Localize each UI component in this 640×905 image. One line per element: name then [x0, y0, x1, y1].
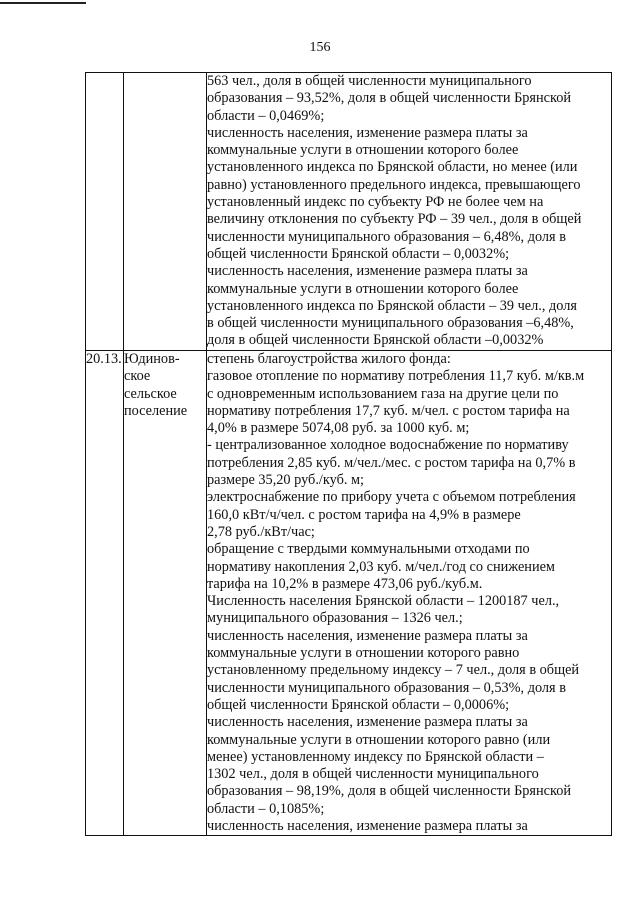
description-cell — [207, 351, 612, 836]
description-text — [207, 73, 611, 350]
text-line: 2,78 руб./кВт/час; — [207, 523, 315, 540]
text-line: численности муниципального образования – 0,53%, доля в — [207, 679, 566, 696]
text-line: численность населения, изменение размера платы за — [207, 818, 528, 835]
text-line: численность населения, изменение размера платы за — [207, 714, 528, 731]
text-line: установленного индекса по Брянской области – 39 чел., доля — [207, 297, 577, 314]
text-line: области – 0,1085%; — [207, 800, 325, 817]
text-line: коммунальные услуги в отношении которого равно (или — [207, 731, 551, 748]
text-line: коммунальные услуги в отношении которого равно — [207, 645, 520, 662]
text-line: менее) установленному индексу по Брянской области – — [207, 748, 544, 765]
text-line: с одновременным использованием газа на другие цели по — [207, 385, 559, 402]
text-line: коммунальные услуги в отношении которого более — [207, 280, 519, 297]
text-line: численность населения, изменение размера платы за — [207, 263, 528, 280]
header-rule — [0, 2, 86, 4]
row-number-cell — [86, 73, 124, 351]
row-number: 20.13. — [86, 351, 122, 367]
text-line: Численность населения Брянской области – 1200187 чел., — [207, 593, 560, 610]
text-line: размере 35,20 руб./куб. м; — [207, 472, 365, 489]
text-line: поселение — [124, 402, 188, 419]
table-row — [86, 73, 612, 351]
settlement-name-cell — [124, 351, 207, 836]
document-table — [85, 72, 612, 836]
text-line: степень благоустройства жилого фонда: — [207, 351, 451, 367]
text-line: тарифа на 10,2% в размере 473,06 руб./куб.м. — [207, 575, 483, 592]
text-line: величину отклонения по субъекту РФ – 39 чел., доля в общей — [207, 211, 582, 228]
description-cell — [207, 73, 612, 351]
text-line: доля в общей численности Брянской области –0,0032% — [207, 332, 544, 349]
text-line: обращение с твердыми коммунальными отходами по — [207, 541, 530, 558]
text-line: газовое отопление по нормативу потребления 11,7 куб. м/кв.м — [207, 368, 585, 385]
text-line: 4,0% в размере 5074,08 руб. за 1000 куб. м; — [207, 420, 470, 437]
text-line: потребления 2,85 куб. м/чел./мес. с ростом тарифа на 0,7% в — [207, 454, 576, 471]
text-line: 1302 чел., доля в общей численности муниципального — [207, 766, 539, 783]
text-line: - централизованное холодное водоснабжение по нормативу — [207, 437, 569, 454]
description-text — [207, 351, 611, 835]
row-number-cell — [86, 351, 124, 836]
text-line: нормативу потребления 17,7 куб. м/чел. с ростом тарифа на — [207, 402, 570, 419]
text-line: сельское — [124, 385, 177, 402]
text-line: численности муниципального образования – 6,48%, доля в — [207, 228, 566, 245]
text-line: равно) установленного предельного индекса, превышающего — [207, 176, 581, 193]
text-line: электроснабжение по прибору учета с объемом потребления — [207, 489, 576, 506]
text-line: муниципального образования – 1326 чел.; — [207, 610, 463, 627]
text-line: 160,0 кВт/ч/чел. с ростом тарифа на 4,9% в размере — [207, 506, 521, 523]
text-line: общей численности Брянской области – 0,0032%; — [207, 245, 510, 262]
settlement-name-cell — [124, 73, 207, 351]
text-line: установленному предельному индексу – 7 чел., доля в общей — [207, 662, 580, 679]
text-line: Юдинов- — [124, 351, 180, 367]
text-line: 563 чел., доля в общей численности муниципального — [207, 73, 532, 89]
table-row — [86, 351, 612, 836]
text-line: установленного индекса по Брянской области, но менее (или — [207, 159, 578, 176]
text-line: в общей численности муниципального образования –6,48%, — [207, 315, 574, 332]
text-line: коммунальные услуги в отношении которого более — [207, 142, 519, 159]
text-line: установленный индекс по субъекту РФ не более чем на — [207, 194, 544, 211]
text-line: ское — [124, 368, 151, 385]
text-line: образования – 93,52%, доля в общей численности Брянской — [207, 90, 572, 107]
text-line: численность населения, изменение размера платы за — [207, 124, 528, 141]
text-line: образования – 98,19%, доля в общей численности Брянской — [207, 783, 572, 800]
settlement-name — [124, 351, 206, 420]
text-line: области – 0,0469%; — [207, 107, 325, 124]
text-line: нормативу накопления 2,03 куб. м/чел./год со снижением — [207, 558, 555, 575]
text-line: общей численности Брянской области – 0,0006%; — [207, 696, 510, 713]
text-line: численность населения, изменение размера платы за — [207, 627, 528, 644]
page-number: 156 — [309, 40, 331, 55]
